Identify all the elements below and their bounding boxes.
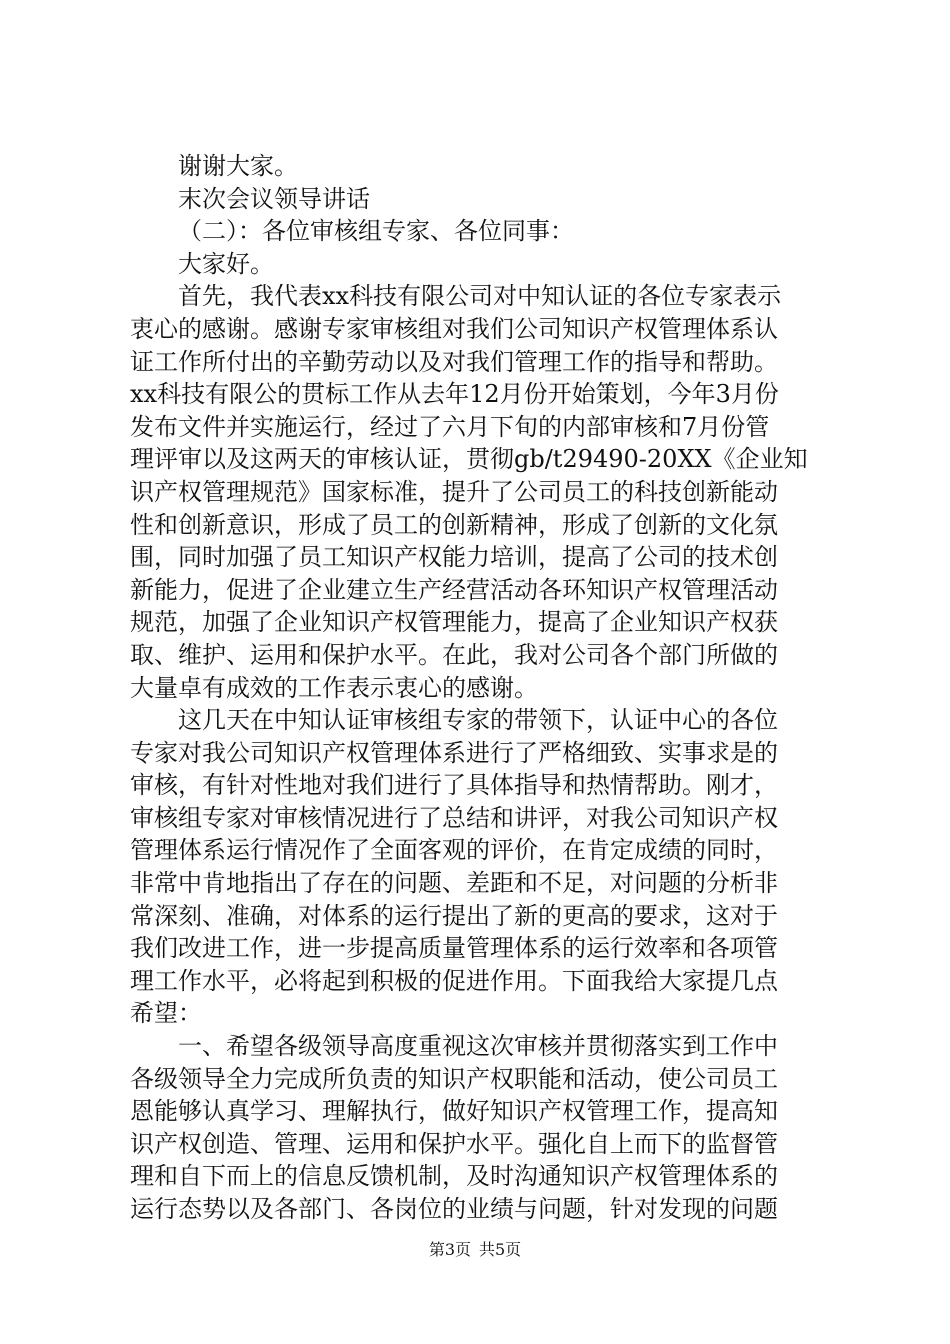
text-line: 首先，我代表xx科技有限公司对中知认证的各位专家表示 <box>178 282 782 311</box>
text-line: 末次会议领导讲话 <box>178 184 370 213</box>
text-line: 运行态势以及各部门、各岗位的业绩与问题，针对发现的问题 <box>130 1195 778 1223</box>
text-line: 理工作水平，必将起到积极的促进作用。下面我给大家提几点 <box>130 966 778 995</box>
text-line: 围，同时加强了员工知识产权能力培训，提高了公司的技术创 <box>130 543 778 572</box>
text-line: 专家对我公司知识产权管理体系进行了严格细致、实事求是的 <box>130 738 778 767</box>
text-line: 管理体系运行情况作了全面客观的评价，在肯定成绩的同时， <box>130 836 778 865</box>
document-body <box>130 150 830 1226</box>
text-line: （二）：各位审核组专家、各位同事： <box>178 217 574 246</box>
page-footer <box>0 1240 950 1260</box>
text-line: 我们改进工作，进一步提高质量管理体系的运行效率和各项管 <box>130 934 778 963</box>
text-line: 取、维护、运用和保护水平。在此，我对公司各个部门所做的 <box>130 640 778 669</box>
page-total: 共5页 <box>479 1240 522 1259</box>
text-line: 恩能够认真学习、理解执行，做好知识产权管理工作，提高知 <box>130 1097 778 1126</box>
text-line: 非常中肯地指出了存在的问题、差距和不足，对问题的分析非 <box>130 869 778 898</box>
text-line: 大量卓有成效的工作表示衷心的感谢。 <box>130 673 538 702</box>
text-line: 希望： <box>130 999 202 1028</box>
text-line: 新能力，促进了企业建立生产经营活动各环知识产权管理活动 <box>130 575 778 604</box>
text-line: 理和自下而上的信息反馈机制，及时沟通知识产权管理体系的 <box>130 1162 778 1191</box>
text-line: 证工作所付出的辛勤劳动以及对我们管理工作的指导和帮助。 <box>130 347 778 376</box>
text-line: 审核组专家对审核情况进行了总结和讲评，对我公司知识产权 <box>130 803 778 832</box>
text-line: 一、希望各级领导高度重视这次审核并贯彻落实到工作中 <box>178 1032 778 1061</box>
text-line: 发布文件并实施运行，经过了六月下旬的内部审核和7月份管 <box>130 412 770 441</box>
text-line: 谢谢大家。 <box>178 152 298 180</box>
text-line: 各级领导全力完成所负责的知识产权职能和活动，使公司员工 <box>130 1064 778 1093</box>
text-line: 审核，有针对性地对我们进行了具体指导和热情帮助。刚才， <box>130 771 778 800</box>
text-line: xx科技有限公的贯标工作从去年12月份开始策划，今年3月份 <box>130 380 779 409</box>
text-line: 识产权管理规范》国家标准，提升了公司员工的科技创新能动 <box>130 477 778 506</box>
text-line: 衷心的感谢。感谢专家审核组对我们公司知识产权管理体系认 <box>130 314 778 343</box>
text-line: 大家好。 <box>178 249 274 278</box>
text-line: 识产权创造、管理、运用和保护水平。强化自上而下的监督管 <box>130 1129 778 1158</box>
text-line: 理评审以及这两天的审核认证，贯彻gb/t29490-20XX《企业知 <box>130 445 808 474</box>
text-line: 常深刻、准确，对体系的运行提出了新的更高的要求，这对于 <box>130 901 778 930</box>
text-line: 这几天在中知认证审核组专家的带领下，认证中心的各位 <box>178 706 778 735</box>
page-number: 第3页 <box>428 1240 471 1259</box>
text-line: 规范，加强了企业知识产权管理能力，提高了企业知识产权获 <box>130 608 778 637</box>
text-line: 性和创新意识，形成了员工的创新精神，形成了创新的文化氛 <box>130 510 778 539</box>
